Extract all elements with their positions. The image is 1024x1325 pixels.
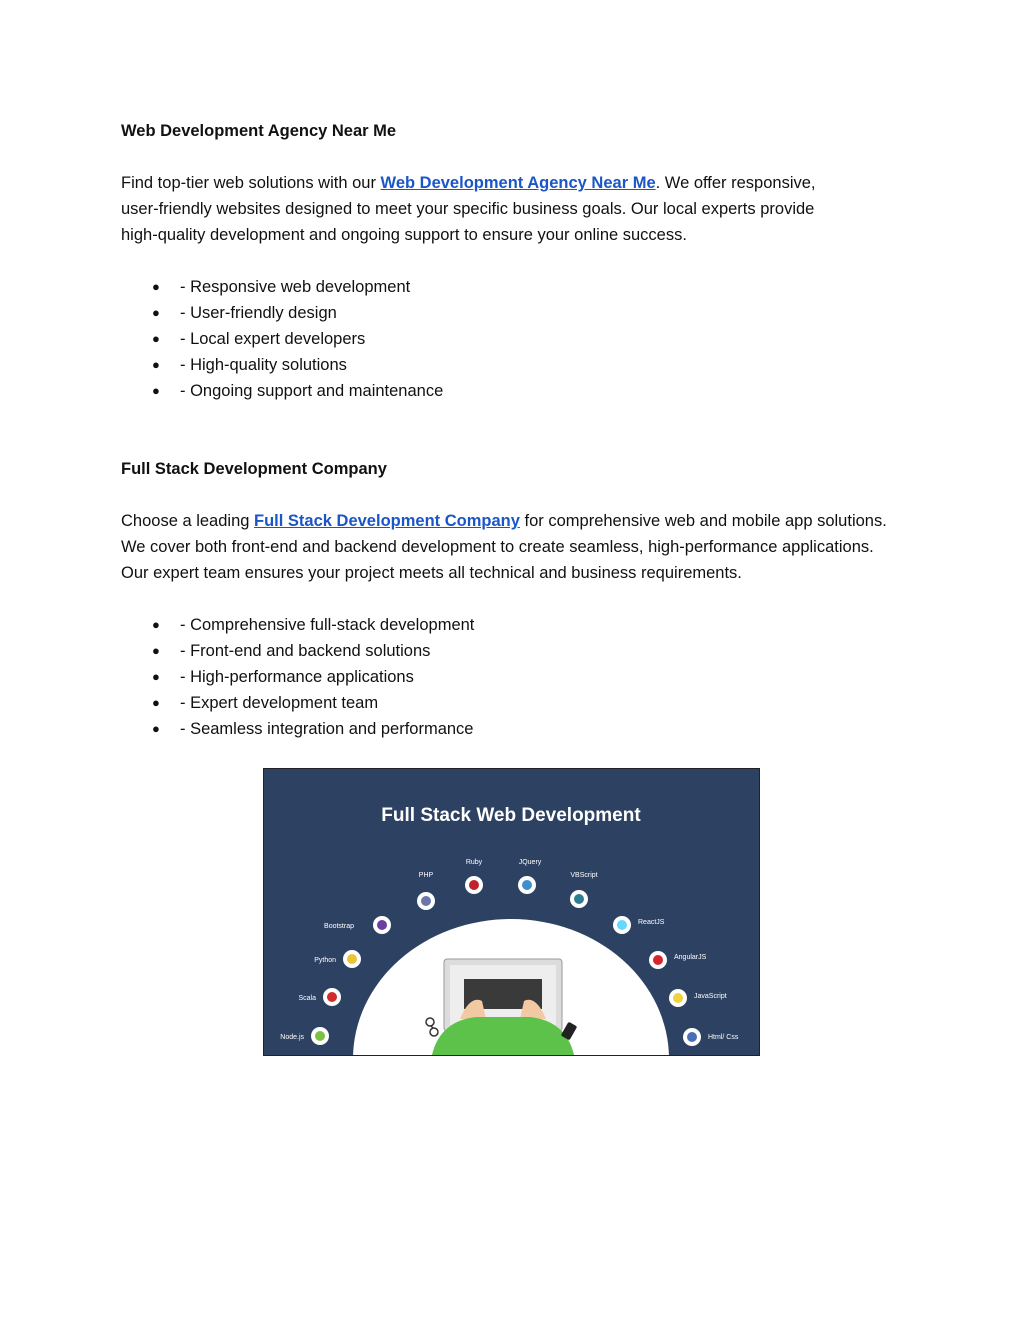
section2-para-start: Choose a leading: [121, 512, 255, 530]
tech-label-bootstrap: Bootstrap: [324, 923, 354, 930]
section1-heading: Web Development Agency Near Me: [121, 122, 397, 140]
full-stack-illustration: [263, 768, 760, 1056]
section2-para-line2: We cover both front-end and backend development to create seamless, high-performance applications.: [121, 538, 874, 556]
section2-paragraph: [121, 508, 911, 586]
list-item-text: - User-friendly design: [180, 304, 337, 322]
tech-label-html-css: Html/ Css: [708, 1034, 739, 1041]
tech-label-angularjs: AngularJS: [674, 954, 707, 961]
document-content: [121, 118, 911, 742]
list-item: [121, 300, 911, 326]
list-item: [121, 716, 911, 742]
section2-para-line1-end: for comprehensive web and mobile app solutions.: [519, 512, 887, 530]
tech-label-javascript: JavaScript: [694, 993, 727, 1000]
list-item-text: - Front-end and backend solutions: [180, 642, 431, 660]
bullet-dot: ●: [152, 721, 160, 736]
list-item-text: - Comprehensive full-stack development: [180, 616, 475, 634]
list-item: [121, 274, 911, 300]
tech-label-php: PHP: [418, 872, 434, 879]
bullet-dot: ●: [152, 305, 160, 320]
list-item: [121, 326, 911, 352]
section1-para-line1-end: . We offer responsive,: [655, 174, 816, 192]
section1-bullet-list: [121, 274, 911, 404]
bullet-dot: ●: [152, 383, 160, 398]
illustration-title: Full Stack Web Development: [381, 805, 641, 826]
list-item-text: - Seamless integration and performance: [180, 720, 474, 738]
section1-para-line3: high-quality development and ongoing support to ensure your online success.: [121, 226, 687, 244]
web-development-agency-link[interactable]: Web Development Agency Near Me: [380, 174, 656, 192]
list-item-text: - High-performance applications: [180, 668, 414, 686]
bullet-dot: ●: [152, 643, 160, 658]
section2-para-line3: Our expert team ensures your project meets all technical and business requirements.: [121, 564, 742, 582]
full-stack-company-link[interactable]: Full Stack Development Company: [254, 512, 520, 530]
section1-paragraph: [121, 170, 911, 248]
tech-label-ruby: Ruby: [465, 859, 483, 866]
list-item: [121, 352, 911, 378]
bullet-dot: ●: [152, 331, 160, 346]
section1-para-start: Find top-tier web solutions with our: [121, 174, 381, 192]
list-item-text: - Local expert developers: [180, 330, 366, 348]
list-item-text: - High-quality solutions: [180, 356, 347, 374]
tech-label-python: Python: [314, 957, 336, 964]
tech-label-scala: Scala: [298, 995, 316, 1002]
tech-label-nodejs: Node.js: [280, 1034, 304, 1041]
section1-para-line2: user-friendly websites designed to meet your specific business goals. Our local experts provide: [121, 200, 815, 218]
bullet-dot: ●: [152, 695, 160, 710]
list-item: [121, 664, 911, 690]
list-item: [121, 638, 911, 664]
list-item-text: - Expert development team: [180, 694, 379, 712]
illustration-svg: [264, 769, 759, 1055]
tech-label-reactjs: ReactJS: [638, 919, 665, 926]
list-item: [121, 690, 911, 716]
list-item-text: - Responsive web development: [180, 278, 411, 296]
list-item: [121, 378, 911, 404]
list-item: [121, 612, 911, 638]
bullet-dot: ●: [152, 279, 160, 294]
section2-bullet-list: [121, 612, 911, 742]
bullet-dot: ●: [152, 617, 160, 632]
tech-label-jquery: JQuery: [518, 859, 542, 866]
section2-heading: Full Stack Development Company: [121, 460, 387, 478]
list-item-text: - Ongoing support and maintenance: [180, 382, 444, 400]
bullet-dot: ●: [152, 669, 160, 684]
bullet-dot: ●: [152, 357, 160, 372]
tech-label-vbscript: VBScript: [570, 872, 598, 879]
